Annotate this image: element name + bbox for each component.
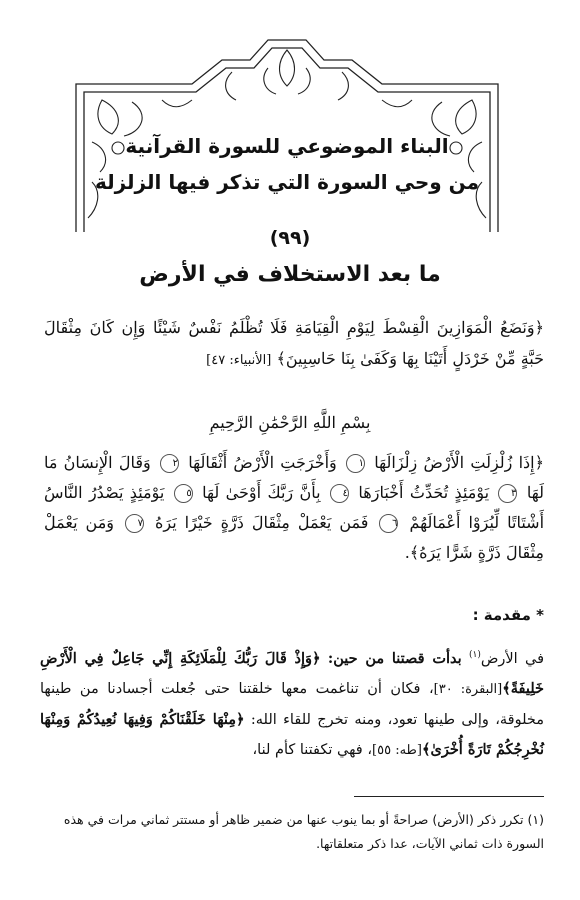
body-part-4: ، فهي تكفتنا كأم لنا،: [252, 741, 373, 758]
epigraph-citation: [الأنبياء: ٤٧]: [206, 353, 272, 368]
ayah-1: ﴿إِذَا زُلْزِلَتِ الْأَرْضُ زِلْزَالَهَا: [374, 453, 544, 472]
footnote-reference[interactable]: (١): [468, 650, 481, 660]
ayah-6: يَوْمَئِذٍ يَصْدُرُ النَّاسُ أَشْتَاتًا لِّيُرَوْا أَعْمَالَهُمْ: [44, 483, 545, 532]
ayah-number-3: ٣: [498, 484, 517, 503]
quran-quote-2: ﴿مِنْهَا خَلَقْنَاكُمْ وَفِيهَا نُعِيدُكُمْ وَمِنْهَا نُخْرِجُكُمْ تَارَةً أُخْرَىٰ﴾: [40, 710, 544, 758]
ayah-number-5: ٥: [174, 484, 193, 503]
section-heading: ما بعد الاستخلاف في الأرض: [139, 262, 441, 287]
basmala: بِسْمِ اللَّهِ الرَّحْمَٰنِ الرَّحِيمِ: [209, 413, 371, 432]
title-line-2: من وحي السورة التي تذكر فيها الزلزلة: [94, 170, 480, 194]
body-part-3: ، فكان أن تناغمت معها خلقتنا حتى جُعلت أجسادنا من طينها مخلوقة، وإلى طينها تعود، ومنه تخرج للقاء الله:: [40, 680, 545, 728]
body-part-2: بدأت قصتنا من حين:: [327, 649, 462, 667]
surah-number: (٩٩): [269, 227, 311, 249]
quote-2-citation: [طه: ٥٥]: [372, 742, 422, 758]
quran-quote-1: ﴿وَإِذْ قَالَ رَبُّكَ لِلْمَلَائِكَةِ إِنِّي جَاعِلٌ فِي الْأَرْضِ خَلِيفَةً﴾: [40, 649, 544, 697]
ayah-4: يَوْمَئِذٍ تُحَدِّثُ أَخْبَارَهَا: [358, 483, 490, 502]
epigraph-text: ﴿وَنَضَعُ الْمَوَازِينَ الْقِسْطَ لِيَوْمِ الْقِيَامَةِ فَلَا تُظْلَمُ نَفْسٌ شَيْئًا وَإِن كَانَ مِثْقَالَ حَبَّةٍ مِّنْ خَرْدَلٍ أَتَيْنَا بِهَا وَكَفَىٰ بِنَا حَاسِبِينَ﴾: [44, 318, 544, 368]
ayah-number-1: ١: [346, 454, 365, 473]
title-line-1: البناء الموضوعي للسورة القرآنية: [125, 134, 449, 158]
surah-text: [44, 448, 544, 568]
footnote-divider: [354, 796, 544, 797]
intro-label: * مقدمة :: [472, 606, 544, 624]
intro-paragraph: [40, 640, 544, 766]
ayah-8: وَمَن يَعْمَلْ مِثْقَالَ ذَرَّةٍ شَرًّا يَرَهُ﴾.: [44, 513, 544, 562]
ayah-5: بِأَنَّ رَبَّكَ أَوْحَىٰ لَهَا: [202, 483, 321, 502]
ayah-7: فَمَن يَعْمَلْ مِثْقَالَ ذَرَّةٍ خَيْرًا يَرَهُ: [155, 513, 369, 532]
ayah-number-4: ٤: [330, 484, 349, 503]
footnote: (١) تكرر ذكر (الأرض) صراحةً أو بما ينوب عنها من ضمير ظاهر أو مستتر ثماني مرات في هذه السورة ذات ثماني الآيات، عدا ذكر متعلقاتها.: [63, 812, 544, 851]
body-part-1: في الأرض: [480, 650, 545, 667]
ayah-3: وَقَالَ الْإِنسَانُ مَا لَهَا: [44, 453, 544, 502]
ayah-number-7: ٧: [125, 514, 144, 533]
ayah-2: وَأَخْرَجَتِ الْأَرْضُ أَثْقَالَهَا: [188, 453, 337, 472]
epigraph-verse: [44, 312, 544, 376]
quote-1-citation: [البقرة: ٣٠]: [433, 681, 503, 697]
ayah-number-2: ٢: [160, 454, 179, 473]
title-block: [72, 128, 502, 200]
ayah-number-6: ٦: [379, 514, 398, 533]
